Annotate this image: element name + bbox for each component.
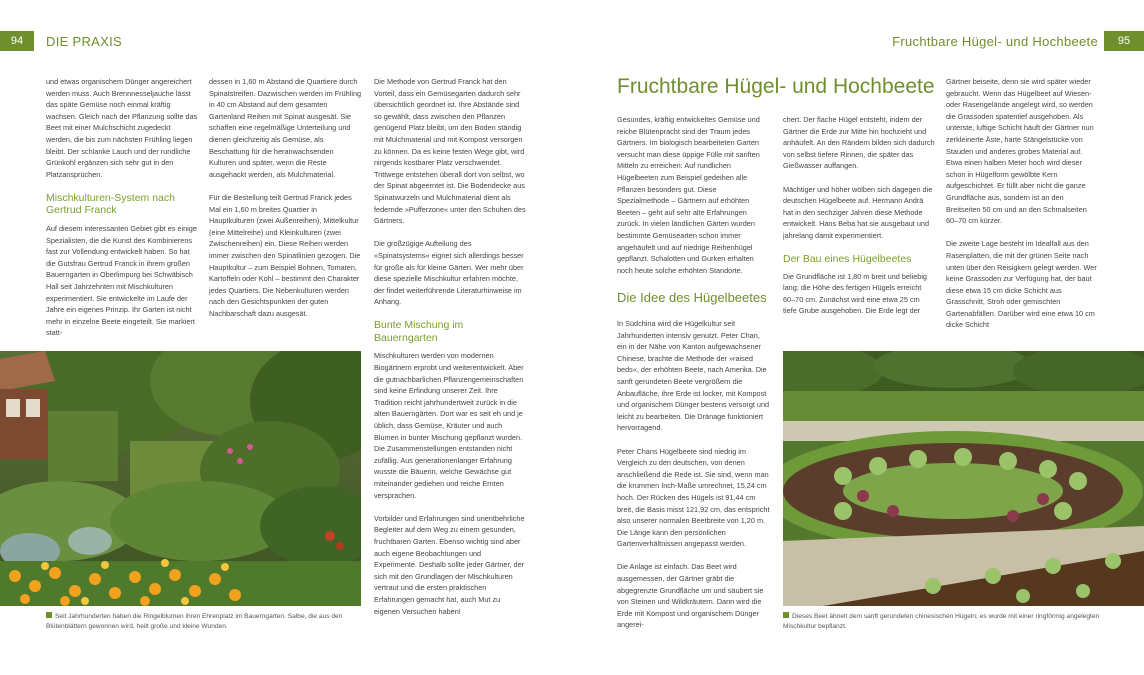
paragraph: Für die Bestellung teilt Gertrud Franck jedes Mal ein 1,60 m breites Quartier in Hauptkulturen (zwei Außenreihen), Mittelkultur (eine Mittelreihe) und Kleinkulturen (zwei Zwischenreihen) ein. Diese Reihen werden immer zwischen den Spinatlinien gezogen. Die Hauptkultur – zum Beispiel Bohnen, Tomaten, Kartoffeln oder Kohl – bestimmt den Charakter jedes Quartiers. Die Nebenkulturen werden nach den Gesichtspunkten der guten Nachbarschaft dazu ausgesät. <box>209 192 361 318</box>
caption-marker-icon <box>46 612 52 618</box>
garden-photo-marigolds <box>0 351 361 606</box>
paragraph: und etwas organischem Dünger angereichert werden muss. Auch Brennnesseljauche lässt das späte Gemüse noch einmal kräftig wachsen. Gleich nach der Pflanzung sollte das Beet mit einer Mulchschicht zugedeckt werden, die bis zum nächsten Frühling liegen bleibt. Der schlanke Lauch und der rundliche Grünkohl ergänzen sich sehr gut in den Platzansprüchen. <box>46 77 198 179</box>
section-heading: Die Idee des Hügelbeetes <box>617 290 767 305</box>
paragraph: Peter Chans Hügelbeete sind niedrig im Vergleich zu den deutschen, von denen anschließend die Rede ist. Sie sind, wenn man die krummen Inch-Maße umrechnet, 15,24 cm hoch. Der Rücken des Hügels ist 91,44 cm breit, die Basis misst 121,92 cm, das entspricht also unserer normalen Beetbreite von 1,20 m. Die Länge kann den persönlichen Gartenverhältnissen angepasst werden. <box>617 446 770 549</box>
paragraph: Die Anlage ist einfach. Das Beet wird ausgemessen, der Gärtner gräbt die abgegrenzte Grundfläche um und säubert sie von Steinen und Wildkräutern. Dann wird die Erde mit Kompost und organischem Dünger angerei- <box>617 562 764 630</box>
left-column-3 <box>374 76 526 617</box>
page-number-left: 94 <box>0 31 34 51</box>
section-header-right: Fruchtbare Hügel- und Hochbeete <box>892 34 1098 49</box>
page-title: Fruchtbare Hügel- und Hochbeete <box>617 75 935 98</box>
right-column-1b <box>617 318 770 631</box>
right-column-3 <box>946 76 1098 331</box>
paragraph: Gärtner beiseite, denn sie wird später wieder gebraucht. Wenn das Hügelbeet auf Wiesen- oder Rasengelände angelegt wird, so werden die Grassoden spatentief ausgehoben. Als unterste, luftige Schicht häuft der Gärtner nun zerkleinerte Äste, harte Stängelstücke von Stauden und anderes grobes Material auf. Etwa einen halben Meter hoch wird dieser schon in Hügelform gewölbte Kern aufgeschichtet. Er füllt aber nicht die ganze Grundfläche aus, sondern ist an den Breitseiten 50 cm und an den Schmalseiten 60–70 cm kürzer. <box>946 77 1094 226</box>
paragraph: Mächtiger und höher wölben sich dagegen die deutschen Hügelbeete auf. Hermann Andrä hat in den sechziger Jahren diese Methode entwickelt. Hans Beba hat sie ausgebaut und jahrelang damit experimentiert. <box>783 184 933 240</box>
subheading: Bunte Mischung im Bauerngarten <box>374 319 464 344</box>
page-number-right: 95 <box>1104 31 1144 51</box>
right-column-2 <box>783 114 935 317</box>
garden-photo-hill-bed <box>783 351 1144 606</box>
left-column-1 <box>46 76 198 339</box>
paragraph: Die Grundfläche ist 1,80 m breit und beliebig lang; die Höhe des fertigen Hügels erreicht 60–70 cm. Zunächst wird eine etwa 25 cm tiefe Grube ausgehoben. Die Erde legt der <box>783 271 927 316</box>
paragraph: Mischkulturen werden von modernen Biogärtnern erprobt und weiterentwickelt. Aber die gutnachbarlichen Pflanzengemeinschaften sind keine Erfindung unserer Zeit. Ihre Tradition reicht jahrhundertweit zurück in die alten Bauerngärten. Dort war es seit eh und je üblich, dass Gemüse, Kräuter und auch Blumen in bunter Mischung gepflanzt wurden. Die Zusammenstellungen entstanden nicht zufällig. Aus generationenlanger Erfahrung wusste die Bäuerin, welche Gewächse gut miteinander gediehen und reiche Ernten versprachen. <box>374 351 524 500</box>
paragraph: dessen in 1,60 m Abstand die Quartiere durch Spinatstreifen. Dazwischen werden im Frühling in 40 cm Abstand auf dem gesamten Gartenland Reihen mit Spinat ausgesät. Sie schaffen eine regelmäßige Unterteilung und dienen gleichzeitig als Gemüse, als Beschattung für die heranwachsenden Kulturen und später, wenn die Reste ausgehackt werden, als Mulchmaterial. <box>209 77 362 179</box>
paragraph: Auf diesem interessanten Gebiet gibt es einige Spezialisten, die die Kunst des Kombinierens fast zur Vollendung entwickelt haben. So hat die Gutsfrau Gertrud Franck in ihrem großen Bauerngarten in Oberlimpurg bei Schwäbisch Hall seit Jahrzehnten mit Mischkulturen experimentiert. Sie entwickelte im Laufe der Jahre ein eigenes Prinzip. Ihr Garten ist nicht mehr in einzelne Beete eingeteilt. Sie markiert statt- <box>46 223 197 338</box>
photo-caption-right: Dieses Beet ähnelt dem sanft gerundeten chinesischen Hügeln; es wurde mit einer ringförmig angelegten Mischkultur bepflanzt. <box>783 613 1100 630</box>
paragraph: Die Methode von Gertrud Franck hat den Vorteil, dass ein Gemüsegarten dadurch sehr übersichtlich geordnet ist. Ihre Abstände sind so gewählt, dass zwischen den Pflanzen genügend Platz bleibt, um den Boden ständig mit Mulchmaterial und mit Kompost versorgen zu können. Da es keine festen Wege gibt, wird nirgends kostbarer Platz verschwendet. Trittwege entstehen überall dort von selbst, wo der Spinat abgeerntet ist. Die Bodendecke aus Spinatwurzeln und Mulchmaterial dient als federnde »Pufferzone« unter den Schuhen des Gärtners. <box>374 77 526 226</box>
left-column-2 <box>209 76 362 319</box>
subheading: Der Bau eines Hügelbeetes <box>783 253 912 266</box>
caption-marker-icon <box>783 612 789 618</box>
paragraph: In Südchina wird die Hügelkultur seit Jahrhunderten intensiv genutzt. Peter Chan, ein in der Nähe von Kanton aufgewachsener Chinese, brachte die Methode der »raised beds«, der erhöhten Beete, nach Amerika. Die sanft gerundeten Beete vergrößern die Anbaufläche, ihre Erde ist locker, mit Kompost und organischem Dünger bestens versorgt und leicht zu bearbeiten. Die Dränage funktioniert hervorragend. <box>617 319 770 433</box>
section-header-left: DIE PRAXIS <box>46 34 122 49</box>
subheading: Mischkulturen-System nach Gertrud Franck <box>46 191 175 217</box>
paragraph: Die zweite Lage besteht im Idealfall aus den Rasenplatten, die mit der grünen Seite nach unten über den Reisigkern gelegt werden. Wer keine Grassoden zur Verfügung hat, der baut diese etwa 15 cm dicke Schicht aus Grasschnitt, Stroh oder gemischten Gartenabfällen. Darüber wird eine etwa 10 cm dicke Schicht <box>946 239 1097 330</box>
paragraph: Gesundes, kräftig entwickeltes Gemüse und reiche Blütenpracht sind der Traum jedes Gärtners. Im biologisch bearbeiteten Garten versucht man diese üppige Fülle mit sanften Mitteln zu erreichen: Auf rundlichen Hügelbeeten zum Beispiel gedeihen alle Pflanzen besonders gut. Diese Spezialmethode – Gärtnern auf erhöhten Beeten – geht auf sehr alte Erfahrungen zurück. In vielen ländlichen Gärten wurden bestimmte Gemüsearten schon immer angehäufelt und auf niedrige Reihenhügel gepflanzt. Schalotten und Gurken erhalten noch heute solche erhöhten Standorte. <box>617 115 760 275</box>
right-column-1 <box>617 114 770 276</box>
photo-caption-left: Seit Jahrhunderten haben die Ringelblumen ihren Ehrenplatz im Bauerngarten. Salbe, die aus den Blütenblättern gewonnen wird, heilt große und kleine Wunden. <box>46 613 343 630</box>
paragraph: Die großzügige Aufteilung des »Spinatsystems« eignet sich allerdings besser für große als für kleine Gärten. Wer mehr über diese spezielle Mischkultur erfahren möchte, der findet weiterführende Literaturhinweise im Anhang. <box>374 239 524 307</box>
paragraph: chert. Der flache Hügel entsteht, indem der Gärtner die Erde zur Mitte hin hochzieht und anhäufelt. An den Rändern bilden sich dadurch von selbst tiefere Rinnen, die später das Gießwasser auffangen. <box>783 115 935 171</box>
paragraph: Vorbilder und Erfahrungen sind unentbehrliche Begleiter auf dem Weg zu einem gesunden, fruchtbaren Garten. Ebenso wichtig sind aber auch eigene Beobachtungen und Experimente. Deshalb sollte jeder Gärtner, der sich mit den Grundlagen der Mischkulturen vertraut und die ersten praktischen Erfahrungen gemacht hat, auch Mut zu eigenen Versuchen haben! <box>374 513 525 616</box>
